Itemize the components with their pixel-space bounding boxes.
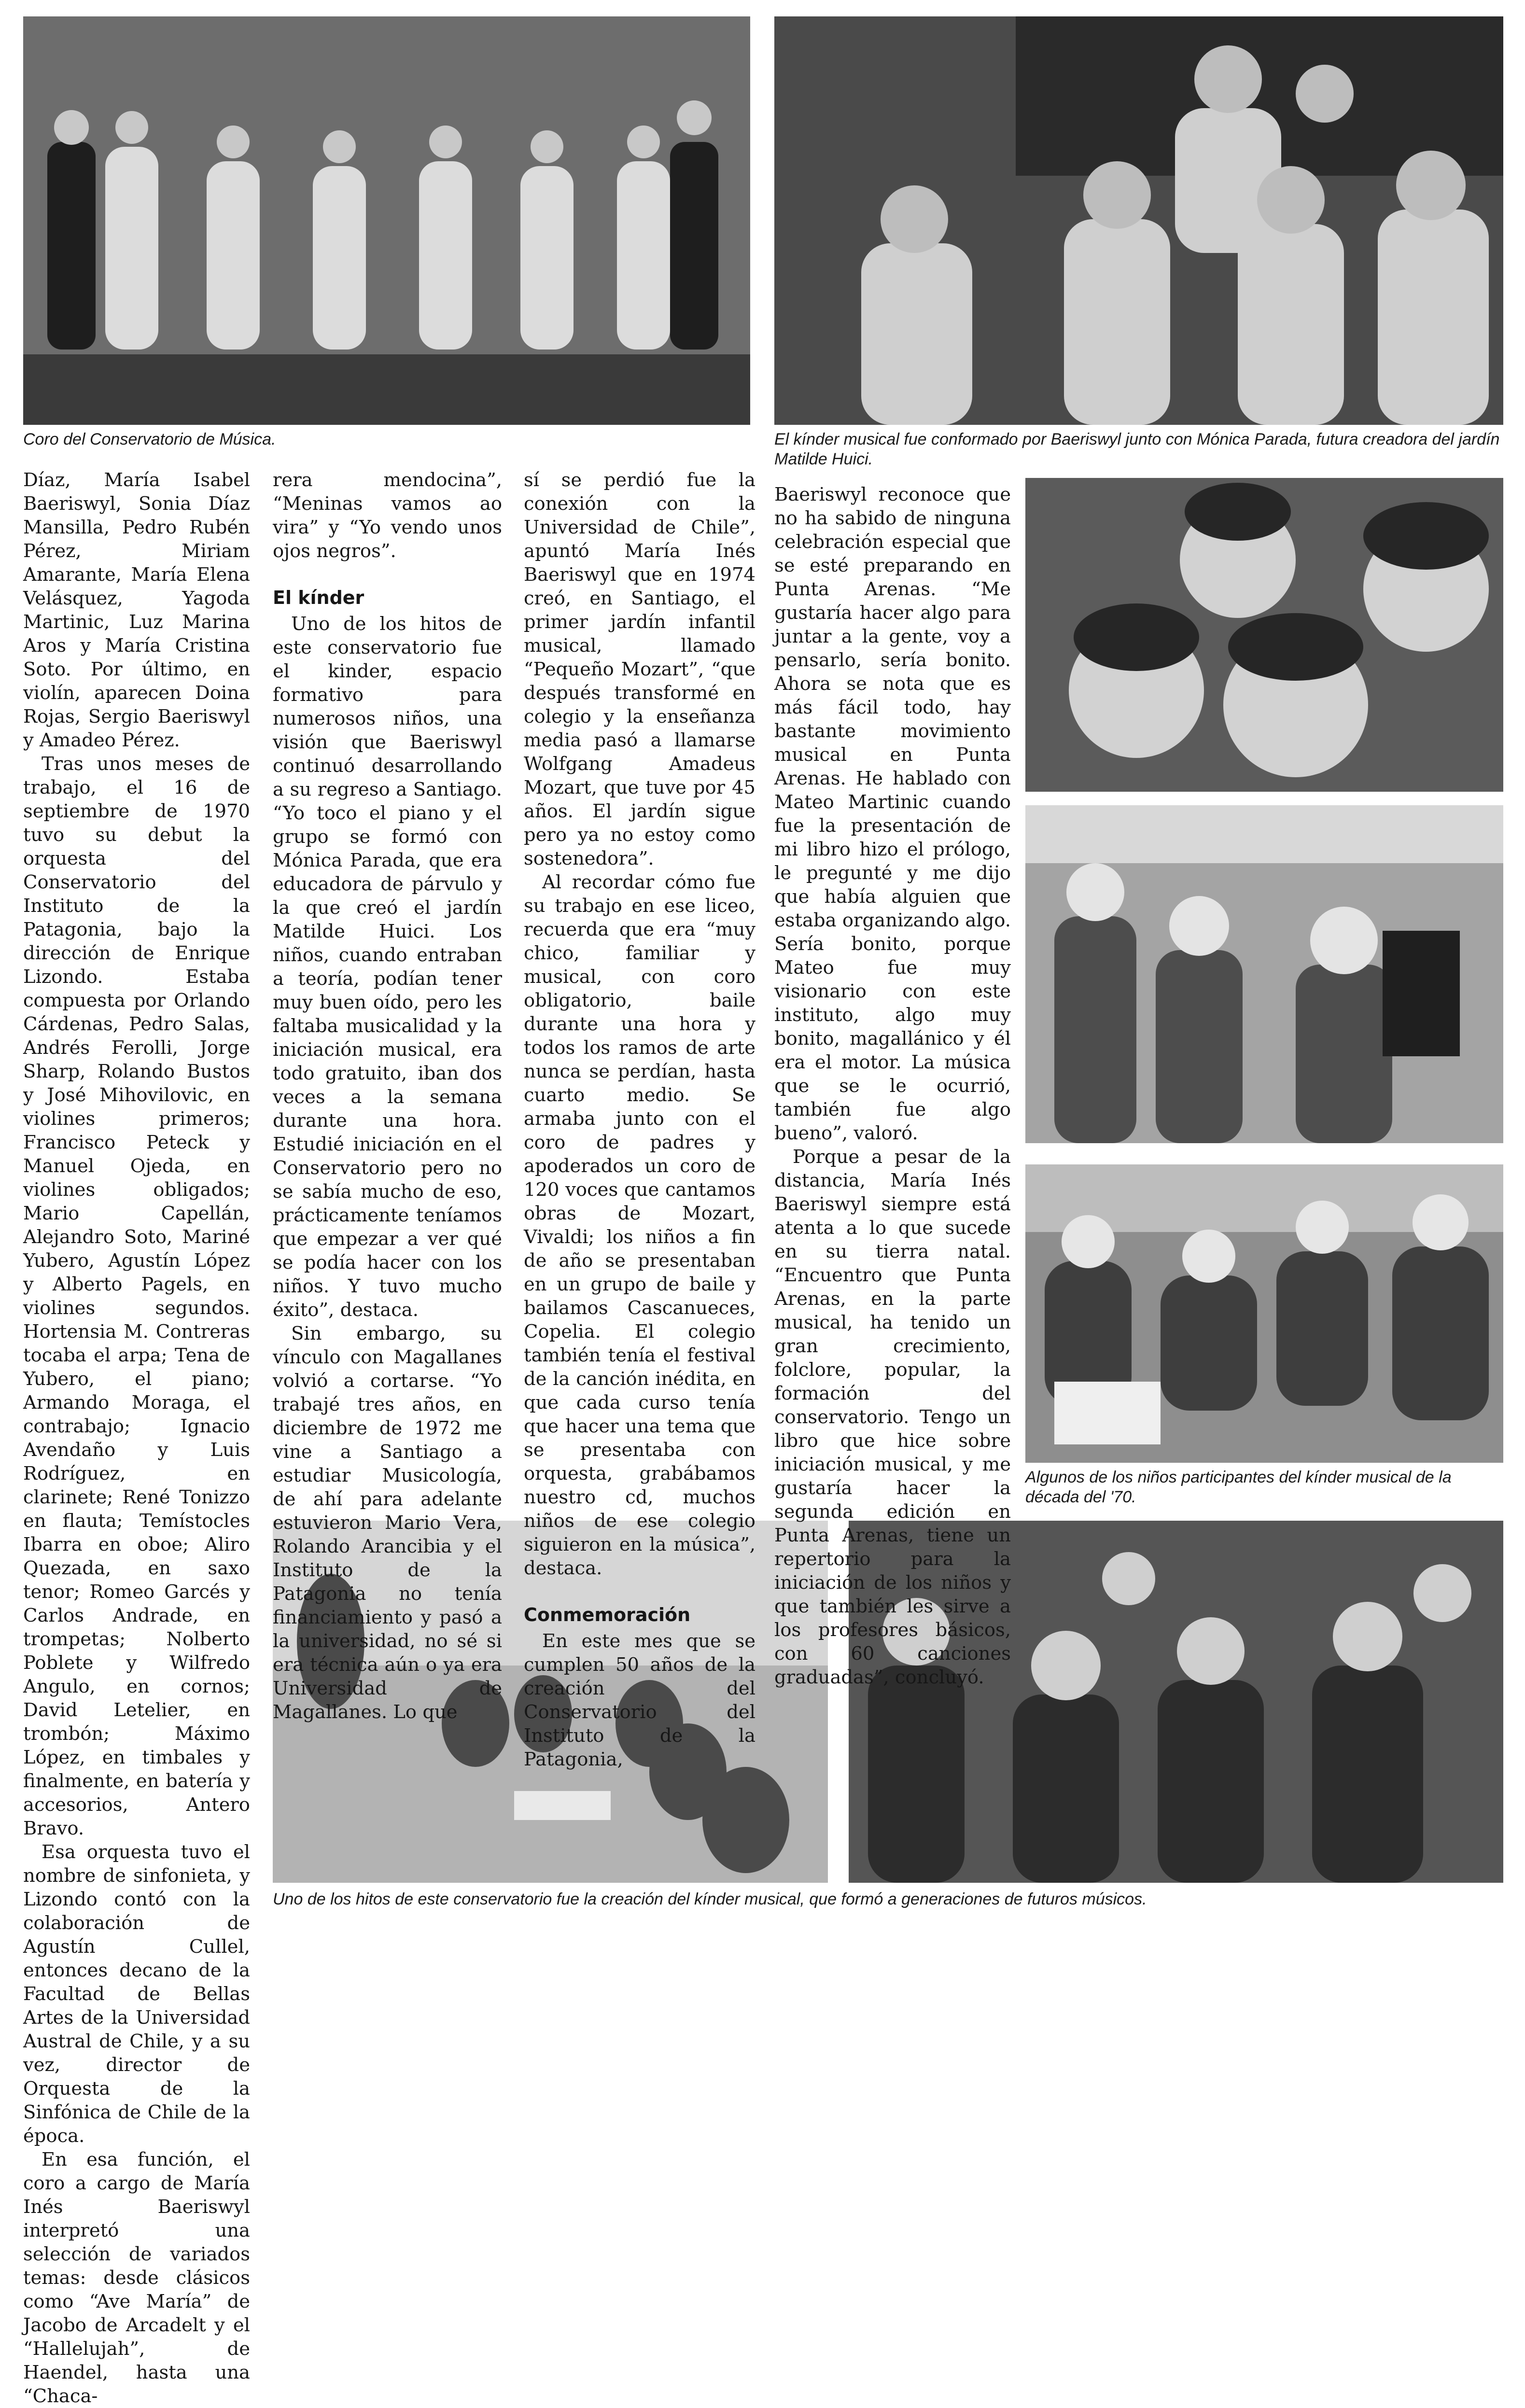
- col3-paragraph-2: Al recordar cómo fue su trabajo en ese liceo, recuerda que era “muy chico, familiar y musical, con coro obligatorio, baile durante una hora y todos los ramos de arte nunca se perdían, hasta cuarto medio. Se armaba junto con el coro de padres y apoderados un coro de 120 voces que cantamos obras de Mozart, Vivaldi; los niños a fin de año se presentaban en un grupo de baile y bailamos Cascanueces, Copelia. El colegio también tenía el festival de la canción inédita, en que cada curso tenía que hacer una tema que se presentaba con orquesta, grabábamos nuestro cd, muchos niños de ese colegio siguieron en la música”, destaca.: [524, 871, 756, 1579]
- photo-ninos-70: [1025, 1164, 1503, 1463]
- col1-paragraph-1: Díaz, María Isabel Baeriswyl, Sonia Díaz Mansilla, Pedro Rubén Pérez, Miriam Amarante, María Elena Velásquez, Yagoda Martinic, Luz Marina Aros y María Cristina Soto. Por último, en violín, aparecen Doina Rojas, Sergio Baeriswyl y Amadeo Pérez.: [23, 469, 250, 751]
- subheading-conmemoracion: Conmemoración: [524, 1604, 691, 1625]
- photo-ninos-pared: [1025, 805, 1503, 1143]
- photo-kinder-top: [774, 16, 1503, 425]
- col2-paragraph-2: Uno de los hitos de este conservatorio fue el kinder, espacio formativo para numerosos niños, una visión que Baeriswyl continuó desarrollando a su regreso a Santiago. “Yo toco el piano y el grupo se formó con Mónica Parada, que era educadora de párvulo y la que creó el jardín Matilde Huici. Los niños, cuando entraban a teoría, podían tener muy buen oído, pero les faltaba musicalidad y la iniciación musical, era todo gratuito, iban dos veces a la semana durante una hora. Estudié iniciación en el Conservatorio pero no se sabía mucho de eso, prácticamente teníamos que empezar a ver qué se podía hacer con los niños. Y tuvo mucho éxito”, destaca.: [273, 613, 502, 1321]
- column-4: [774, 483, 1011, 1689]
- caption-bottom: Uno de los hitos de este conservatorio fue la creación del kínder musical, que formó a generaciones de futuros músicos.: [273, 1890, 1147, 1908]
- col1-paragraph-4: En esa función, el coro a cargo de María Inés Baeriswyl interpretó una selección de variados temas: desde clásicos como “Ave María” de Jacobo de Arcadelt y el “Hallelujah”, de Haendel, hasta una “Chaca-: [23, 2149, 250, 2407]
- col3-paragraph-1: sí se perdió fue la conexión con la Universidad de Chile”, apuntó María Inés Baeriswyl que en 1974 creó, en Santiago, el primer jardín infantil musical, llamado “Pequeño Mozart”, “que después transformé en colegio y la enseñanza media pasó a llamarse Wolfgang Amadeus Mozart, que tuve por 45 años. El jardín sigue pero ya no estoy como sostenedora”.: [524, 469, 756, 869]
- col1-paragraph-3: Esa orquesta tuvo el nombre de sinfonieta, y Lizondo contó con la colaboración de Agustín Cullel, entonces decano de la Facultad de Bellas Artes de la Universidad Austral de Chile, y a su vez, director de Orquesta de la Sinfónica de Chile de la época.: [23, 1841, 250, 2147]
- column-2: [273, 468, 502, 1724]
- col4-paragraph-2: Porque a pesar de la distancia, María Inés Baeriswyl siempre está atenta a lo que sucede en su tierra natal. “Encuentro que Punta Arenas, en la parte musical, ha tenido un gran crecimiento, folclore, popular, la formación del conservatorio. Tengo un libro que hice sobre iniciación musical, y me gustaría hacer la segunda edición en Punta Arenas, tiene un repertorio para la iniciación de los niños y que también les sirve a los profesores básicos, con 60 canciones graduadas”, concluyó.: [774, 1146, 1011, 1688]
- caption-coro: Coro del Conservatorio de Música.: [23, 430, 276, 448]
- column-1: [23, 468, 250, 2408]
- column-3: [524, 468, 756, 1771]
- caption-kinder-top: El kínder musical fue conformado por Baeriswyl junto con Mónica Parada, futura creadora del jardín Matilde Huici.: [774, 430, 1500, 468]
- photo-coro-conservatorio: [23, 16, 750, 425]
- col2-paragraph-1: rera mendocina”, “Meninas vamos ao vira” y “Yo vendo unos ojos negros”.: [273, 469, 502, 562]
- col4-paragraph-1: Baeriswyl reconoce que no ha sabido de ninguna celebración especial que se esté preparando en Punta Arenas. “Me gustaría hacer algo para juntar a la gente, voy a pensarlo, sería bonito. Ahora se nota que es más fácil todo, hay bastante movimiento musical en Punta Arenas. He hablado con Mateo Martinic cuando fue la presentación de mi libro hizo el prólogo, le pregunté y me dijo que había alguien que estaba organizando algo. Sería bonito, porque Mateo fue muy visionario con este instituto, algo muy bonito, magallánico y él era el motor. La música que se le ocurrió, también fue algo bueno”, valoró.: [774, 484, 1011, 1144]
- col1-paragraph-2: Tras unos meses de trabajo, el 16 de septiembre de 1970 tuvo su debut la orquesta del Conservatorio del Instituto de la Patagonia, bajo la dirección de Enrique Lizondo. Estaba compuesta por Orlando Cárdenas, Pedro Salas, Andrés Ferolli, Jorge Sharp, Rolando Bustos y José Mihovilovic, en violines primeros; Francisco Peteck y Manuel Ojeda, en violines obligados; Mario Capellán, Alejandro Soto, Mariné Yubero, Agustín López y Alberto Pagels, en violines segundos. Hortensia M. Contreras tocaba el arpa; Tena de Yubero, el piano; Armando Moraga, el contrabajo; Ignacio Avendaño y Luis Rodríguez, en clarinete; René Tonizzo en flauta; Temístocles Ibarra en oboe; Aliro Quezada, en saxo tenor; Romeo Garcés y Carlos Andrade, en trompetas; Nolberto Poblete y Wilfredo Angulo, en cornos; David Letelier, en trombón; Máximo López, en timbales y finalmente, en batería y accesorios, Antero Bravo.: [23, 753, 250, 1839]
- photo-ninos-closeup: [1025, 478, 1503, 792]
- col3-paragraph-3: En este mes que se cumplen 50 años de la creación del Conservatorio del Instituto de la Patagonia,: [524, 1630, 756, 1770]
- subheading-kinder: El kínder: [273, 587, 364, 608]
- col2-paragraph-3: Sin embargo, su vínculo con Magallanes volvió a cortarse. “Yo trabajé tres años, en diciembre de 1972 me vine a Santiago a estudiar Musicología, de ahí para adelante estuvieron Mario Vera, Rolando Arancibia y el Instituto de la Patagonia no tenía financiamiento y pasó a la universidad, no sé si era técnica aún o ya era Universidad de Magallanes. Lo que: [273, 1323, 502, 1723]
- caption-ninos-70: Algunos de los niños participantes del kínder musical de la década del '70.: [1025, 1468, 1452, 1506]
